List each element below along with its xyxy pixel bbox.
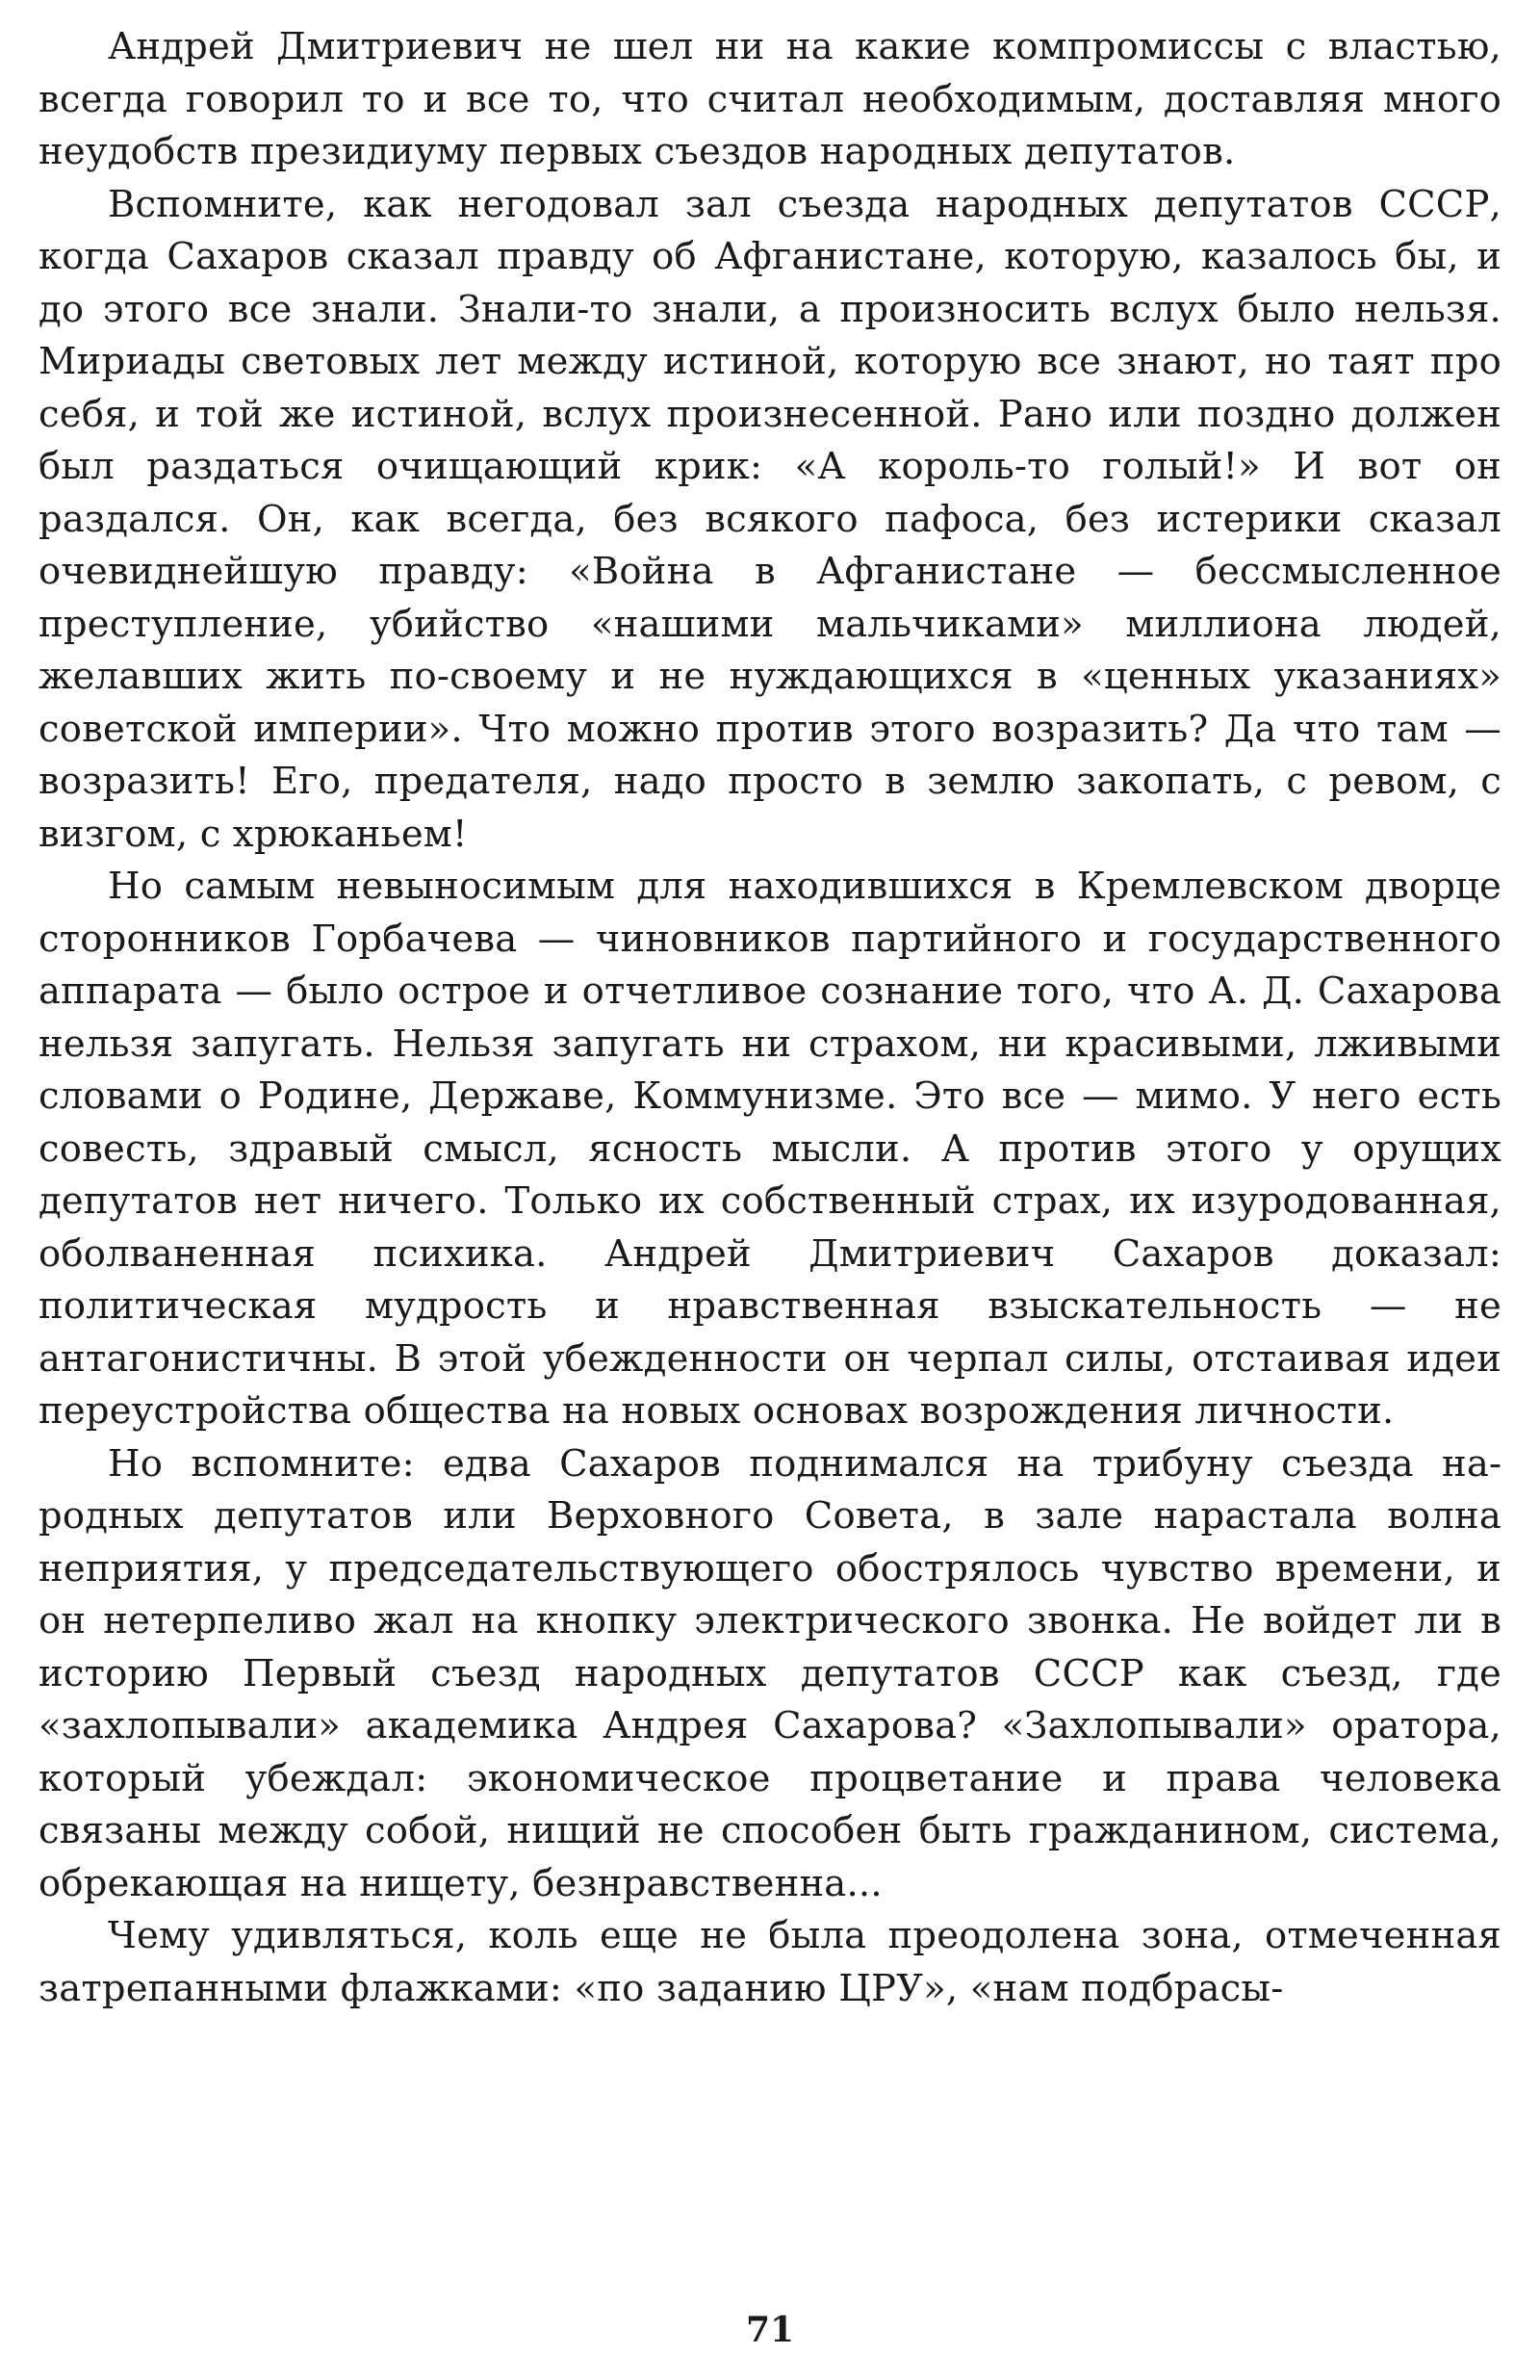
paragraph-4: Но вспомните: едва Сахаров поднимался на трибуну съезда народных депутатов или Верховного Совета, в зале нарастала волна неприятия, у председательствующего обострялось чувство времени, и он нетерпеливо жал на кнопку электрического звонка. Не войдет ли в историю Первый съезд народных депутатов СССР как съезд, где «захлопывали» академика Андрея Сахарова? «Захлопывали» оратора, который убеждал: экономическое процветание и права человека связаны между собой, нищий не способен быть гражданином, система, обрекающая на нищету, безнравственна... xyxy=(38,1441,1502,1905)
page-body xyxy=(38,21,1502,2015)
paragraph-3: Но самым невыносимым для находившихся в Кремлевском дворце сторонников Горбачева — чиновников партийного и государственного аппарата — было острое и отчетливое сознание того, что А. Д. Сахарова нельзя запугать. Нельзя запугать ни страхом, ни красивыми, лживыми словами о Родине, Державе, Коммунизме. Это все — мимо. У него есть совесть, здравый смысл, ясность мысли. А против этого у орущих депутатов нет ничего. Только их собственный страх, их изуродованная, оболваненная психика. Андрей Дмитриевич Сахаров доказал: политическая мудрость и нравственная взыскательность — не антагонистичны. В этой убежденности он черпал силы, отстаивая идеи переустройства общества на новых основах возрождения личности. xyxy=(38,865,1502,1433)
paragraph-2: Вспомните, как негодовал зал съезда народных депутатов СССР, когда Сахаров сказал правду об Афганистане, которую, казалось бы, и до этого все знали. Знали-то знали, а произносить вслух было нельзя. Мириады световых лет между истиной, которую все знают, но таят про себя, и той же истиной, вслух произнесенной. Рано или поздно должен был раздаться очищающий крик: «А король-то голый!» И вот он раздался. Он, как всегда, без всякого пафоса, без истерики сказал очевиднейшую правду: «Война в Афганистане — бессмысленное преступление, убийство «нашими мальчиками» миллиона людей, желавших жить по-своему и не нуждающихся в «ценных указаниях» советской империи». Что можно против этого возразить? Да что там — возразить! Его, предателя, надо просто в землю закопать, с ревом, с визгом, с хрюканьем! xyxy=(38,182,1502,856)
paragraph-1: Андрей Дмитриевич не шел ни на какие компромиссы с властью, всегда говорил то и все то, что считал необходимым, доставляя много неудобств президиуму первых съездов народных депутатов. xyxy=(38,25,1502,173)
page-number: 71 xyxy=(745,2310,795,2350)
paragraph-5: Чему удивляться, коль еще не была преодолена зона, отмеченная затрепанными флажками: «по заданию ЦРУ», «нам подбрасы- xyxy=(38,1914,1502,2010)
